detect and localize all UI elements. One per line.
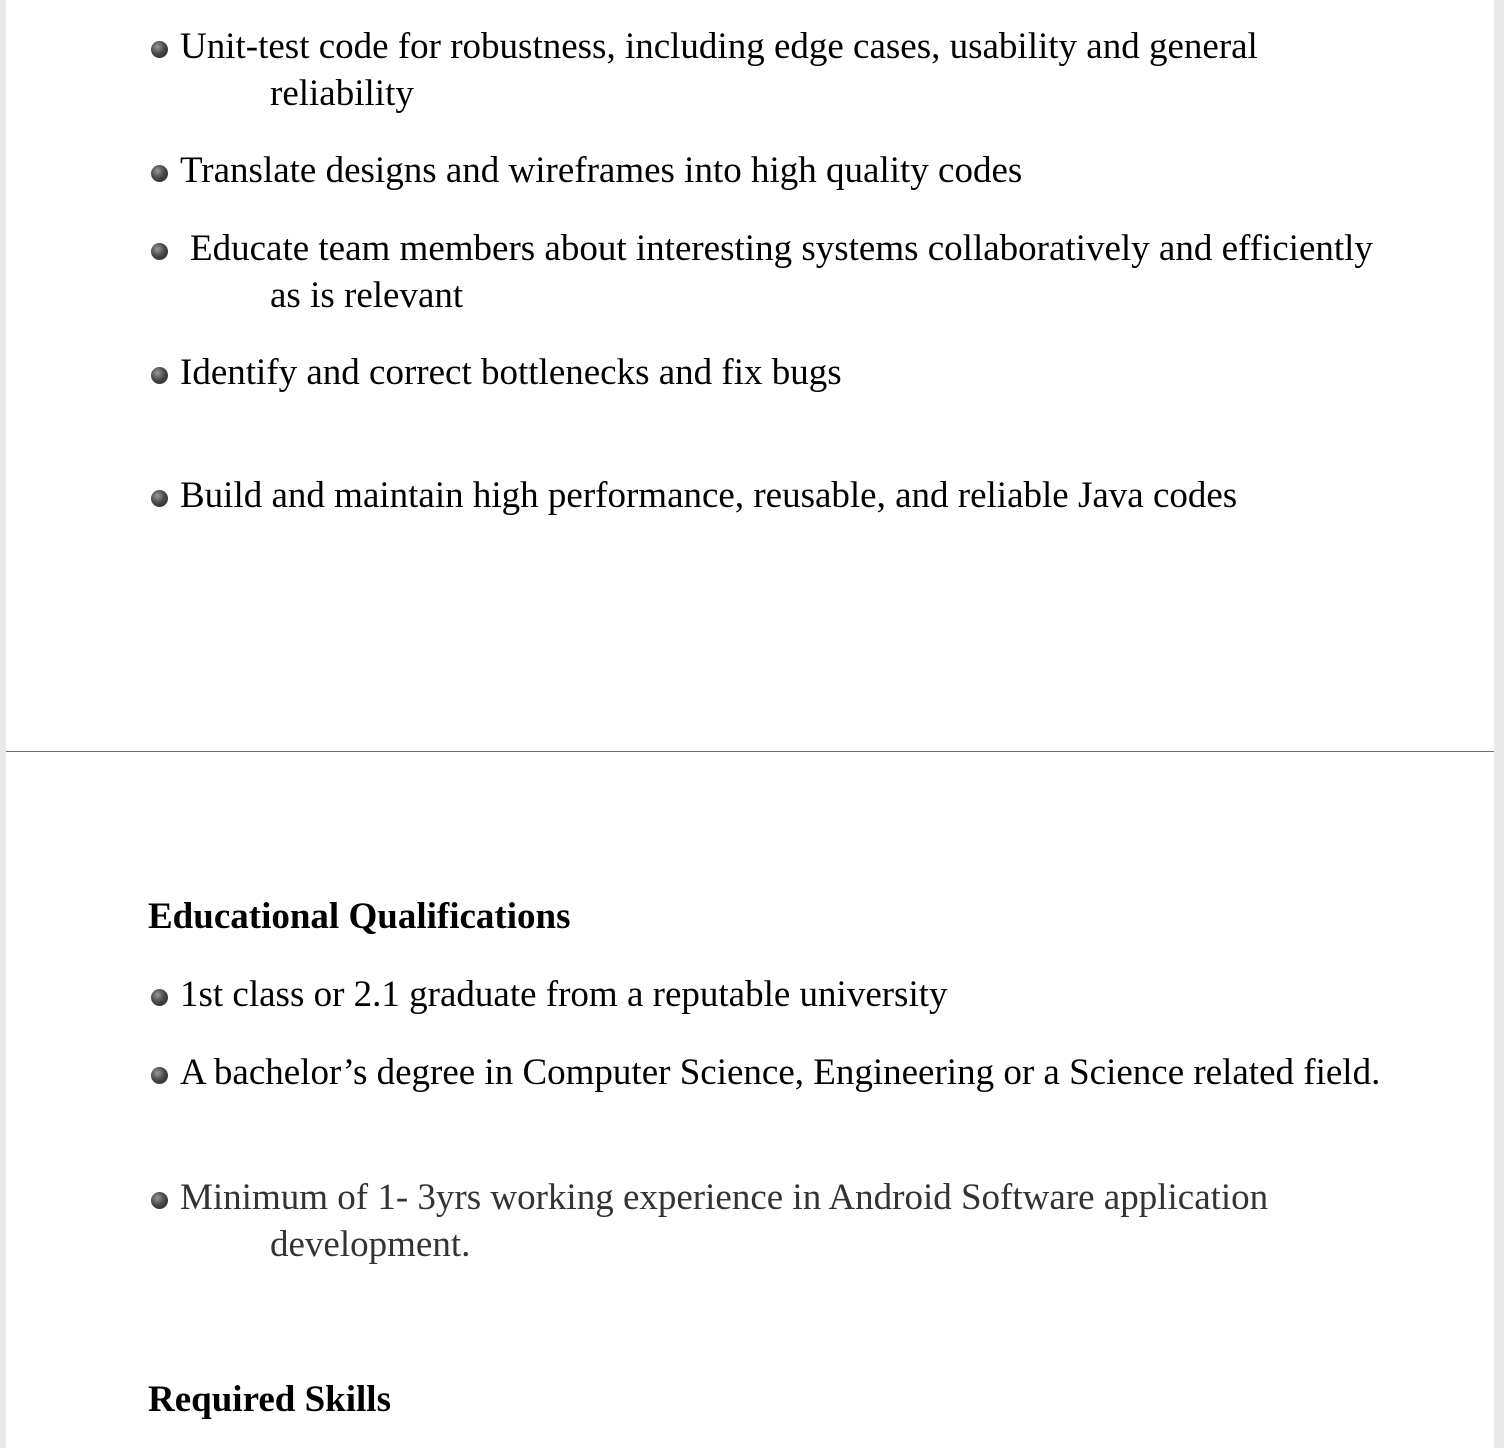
bullet-icon — [151, 1067, 168, 1084]
list-item — [148, 147, 1398, 194]
list-item-text: Translate designs and wireframes into high quality codes — [180, 150, 1023, 191]
page-edge-right — [1494, 0, 1504, 1448]
section-heading-skills: Required Skills — [148, 1379, 391, 1420]
bullet-icon — [151, 165, 168, 182]
bullet-icon — [151, 1192, 168, 1209]
bullet-icon — [151, 367, 168, 384]
section-heading-education: Educational Qualifications — [148, 896, 571, 937]
bullet-icon — [151, 41, 168, 58]
list-item — [148, 23, 1398, 117]
list-item — [148, 971, 1398, 1018]
list-item-text: Identify and correct bottlenecks and fix bugs — [180, 352, 842, 393]
bullet-icon — [151, 989, 168, 1006]
list-item-text: Build and maintain high performance, reusable, and reliable Java codes — [180, 475, 1238, 516]
list-item — [148, 472, 1398, 519]
list-item — [148, 1049, 1398, 1096]
list-item-text: A bachelor’s degree in Computer Science, Engineering or a Science related field. — [180, 1052, 1381, 1093]
page-edge-left — [0, 0, 6, 1448]
list-item — [148, 1174, 1398, 1268]
list-item-text: Educate team members about interesting systems collaboratively and efficiently as is relevant — [190, 228, 1373, 316]
list-item-text: 1st class or 2.1 graduate from a reputable university — [180, 974, 948, 1015]
bullet-icon — [151, 243, 168, 260]
list-item — [148, 349, 1398, 396]
list-item — [148, 225, 1398, 319]
page-break-divider — [6, 751, 1494, 752]
bullet-icon — [151, 490, 168, 507]
list-item-text: Unit-test code for robustness, including edge cases, usability and general reliability — [180, 26, 1258, 114]
list-item-text: Minimum of 1- 3yrs working experience in Android Software application development. — [180, 1177, 1269, 1265]
